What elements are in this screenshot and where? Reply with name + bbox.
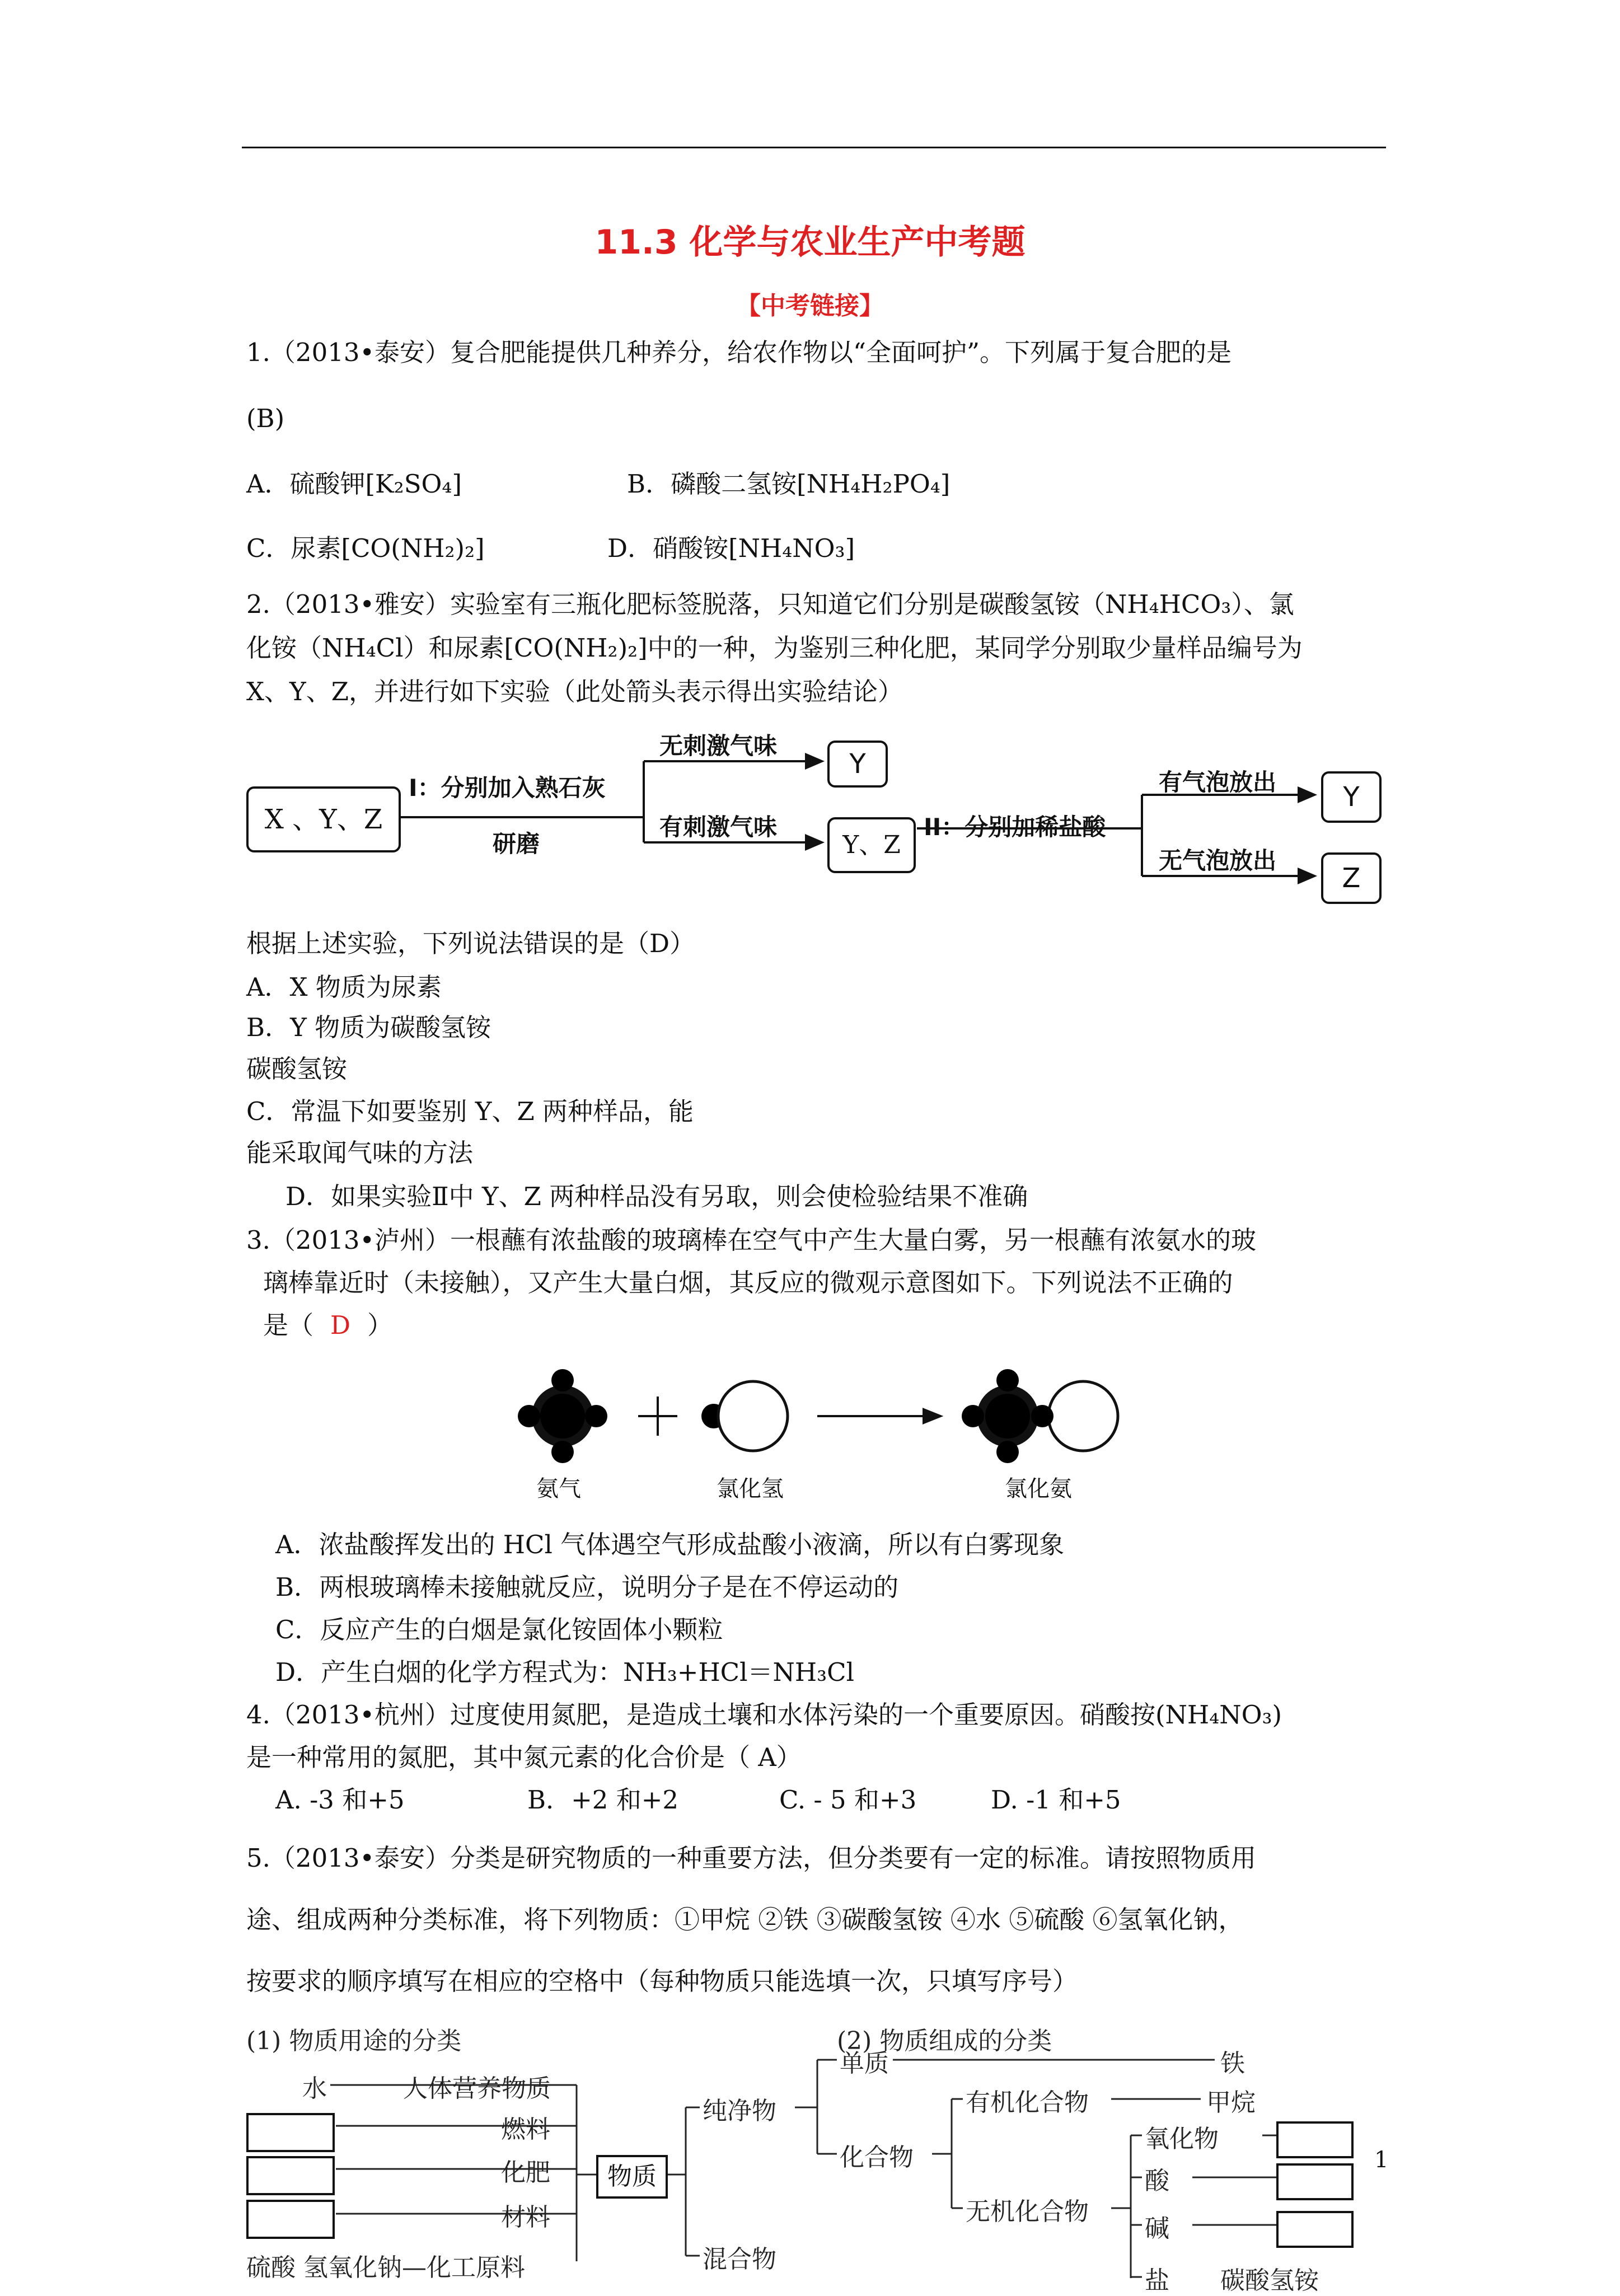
q2-note2: 能采取闻气味的方法 (246, 1138, 474, 1168)
q1-option-a: A．硫酸钾[K₂SO₄] (246, 469, 462, 499)
q2-line3: X、Y、Z，并进行如下实验（此处箭头表示得出实验结论） (246, 677, 903, 706)
answer-box-base[interactable] (1276, 2211, 1354, 2248)
no-smell-label: 无刺激气味 (659, 732, 778, 760)
start-box: X 、Y、Z (246, 786, 401, 852)
q4-line1: 4.（2013•杭州）过度使用氮肥，是造成土壤和水体污染的一个重要原因。硝酸按(NH₄NO₃) (246, 1700, 1282, 1730)
q1-option-b: B．磷酸二氢铵[NH₄H₂PO₄] (627, 469, 951, 499)
label-chemical: 硫酸 氢氧化钠—化工原料 (246, 2253, 525, 2282)
label-fuel: 燃料 (501, 2115, 550, 2144)
result-box-z: Z (1321, 852, 1382, 904)
q3-option-a: A．浓盐酸挥发出的 HCl 气体遇空气形成盐酸小液滴，所以有白雾现象 (275, 1530, 1065, 1559)
section-label: 【中考链接】 (736, 292, 884, 320)
page-title: 11.3 化学与农业生产中考题 (594, 223, 1026, 262)
step1-label: I：分别加入熟石灰 (409, 774, 606, 802)
label-iron: 铁 (1220, 2049, 1245, 2078)
q5-line3: 按要求的顺序填写在相应的空格中（每种物质只能选填一次，只填写序号） (246, 1966, 1078, 1996)
label-fertilizer: 化肥 (501, 2158, 550, 2187)
label-inorganic: 无机化合物 (966, 2197, 1089, 2226)
q1-option-c: C．尿素[CO(NH₂)₂] (246, 533, 485, 563)
q1-answer: (B) (246, 404, 285, 433)
q2-option-d: D．如果实验Ⅱ中 Y、Z 两种样品没有另取，则会使检验结果不准确 (285, 1182, 1028, 1211)
label-acid: 酸 (1145, 2167, 1169, 2195)
step2-label: II：分别加稀盐酸 (924, 813, 1106, 841)
part1-heading: (1) 物质用途的分类 (246, 2027, 462, 2055)
answer-box-fuel[interactable] (246, 2113, 335, 2152)
label-oxide: 氧化物 (1145, 2125, 1219, 2153)
gas-label: 有气泡放出 (1159, 769, 1277, 796)
label-base: 碱 (1145, 2214, 1169, 2243)
q3-option-d: D．产生白烟的化学方程式为：NH₃+HCl＝NH₃Cl (275, 1657, 854, 1687)
q4-line2: 是一种常用的氮肥，其中氮元素的化合价是（ A） (246, 1742, 802, 1772)
q5-line1: 5.（2013•泰安）分类是研究物质的一种重要方法，但分类要有一定的标准。请按照物质用 (246, 1843, 1257, 1873)
label-nutrition: 人体营养物质 (403, 2074, 551, 2103)
label-water: 水 (302, 2074, 327, 2103)
label-product: 氯化氨 (1005, 1476, 1072, 1502)
q2-option-c: C．常温下如要鉴别 Y、Z 两种样品，能 (246, 1097, 694, 1126)
label-hcl: 氯化氢 (717, 1476, 784, 1502)
label-ammonia: 氨气 (536, 1476, 581, 1502)
label-bicarb: 碳酸氢铵 (1220, 2266, 1319, 2295)
label-mixture: 混合物 (703, 2245, 776, 2274)
page-number: 1 (1374, 2147, 1389, 2173)
q3-line1: 3.（2013•泸州）一根蘸有浓盐酸的玻璃棒在空气中产生大量白雾，另一根蘸有浓氨水的玻 (246, 1225, 1257, 1255)
q3-line2: 璃棒靠近时（未接触），又产生大量白烟，其反应的微观示意图如下。下列说法不正确的 (263, 1268, 1233, 1297)
q4-option-a: A. -3 和+5 (275, 1785, 405, 1815)
q2-note1: 碳酸氢铵 (246, 1054, 348, 1084)
label-pure: 纯净物 (703, 2097, 776, 2125)
q2-option-a: A．X 物质为尿素 (246, 972, 442, 1002)
step1-sub-label: 研磨 (493, 830, 540, 858)
q3-option-c: C．反应产生的白烟是氯化铵固体小颗粒 (275, 1615, 723, 1644)
label-methane: 甲烷 (1206, 2088, 1256, 2117)
q1-stem: 1.（2013•泰安）复合肥能提供几种养分，给农作物以“全面呵护”。下列属于复合肥的是 (246, 338, 1232, 367)
answer-box-material[interactable] (246, 2200, 335, 2239)
result-box-y2: Y (1321, 771, 1382, 823)
label-compound: 化合物 (840, 2143, 914, 2172)
part2-heading: (2) 物质组成的分类 (837, 2027, 1052, 2055)
answer-box-oxide[interactable] (1276, 2121, 1354, 2158)
center-box: 物质 (596, 2155, 668, 2199)
label-material: 材料 (501, 2203, 550, 2232)
q4-option-c: C. - 5 和+3 (779, 1785, 917, 1815)
smell-label: 有刺激气味 (659, 813, 778, 841)
q2-line1: 2.（2013•雅安）实验室有三瓶化肥标签脱落，只知道它们分别是碳酸氢铵（NH₄HCO₃）、氯 (246, 589, 1294, 619)
no-gas-label: 无气泡放出 (1159, 847, 1277, 874)
q2-question: 根据上述实验，下列说法错误的是（D） (246, 929, 695, 958)
result-box-y1: Y (827, 741, 888, 788)
q4-option-b: B．+2 和+2 (527, 1785, 679, 1815)
label-element: 单质 (840, 2049, 889, 2078)
q2-line2: 化铵（NH₄Cl）和尿素[CO(NH₂)₂]中的一种，为鉴别三种化肥，某同学分别取少量样品编号为 (246, 633, 1303, 663)
answer-box-acid[interactable] (1276, 2163, 1354, 2200)
q3-line3-pre: 是（ (263, 1310, 314, 1340)
q4-option-d: D. -1 和+5 (991, 1785, 1121, 1815)
q1-option-d: D．硝酸铵[NH₄NO₃] (607, 533, 855, 563)
q2-option-b: B．Y 物质为碳酸氢铵 (246, 1013, 491, 1042)
answer-box-fertilizer[interactable] (246, 2156, 335, 2195)
q5-line2: 途、组成两种分类标准，将下列物质：①甲烷 ②铁 ③碳酸氢铵 ④水 ⑤硫酸 ⑥氢氧化钠， (246, 1905, 1244, 1934)
label-salt: 盐 (1145, 2266, 1169, 2295)
q3-answer: D (330, 1310, 351, 1340)
q3-line3-post: ） (367, 1310, 393, 1340)
q3-option-b: B．两根玻璃棒未接触就反应，说明分子是在不停运动的 (275, 1572, 899, 1602)
label-organic: 有机化合物 (966, 2088, 1089, 2117)
mid-box: Y、Z (827, 817, 916, 873)
